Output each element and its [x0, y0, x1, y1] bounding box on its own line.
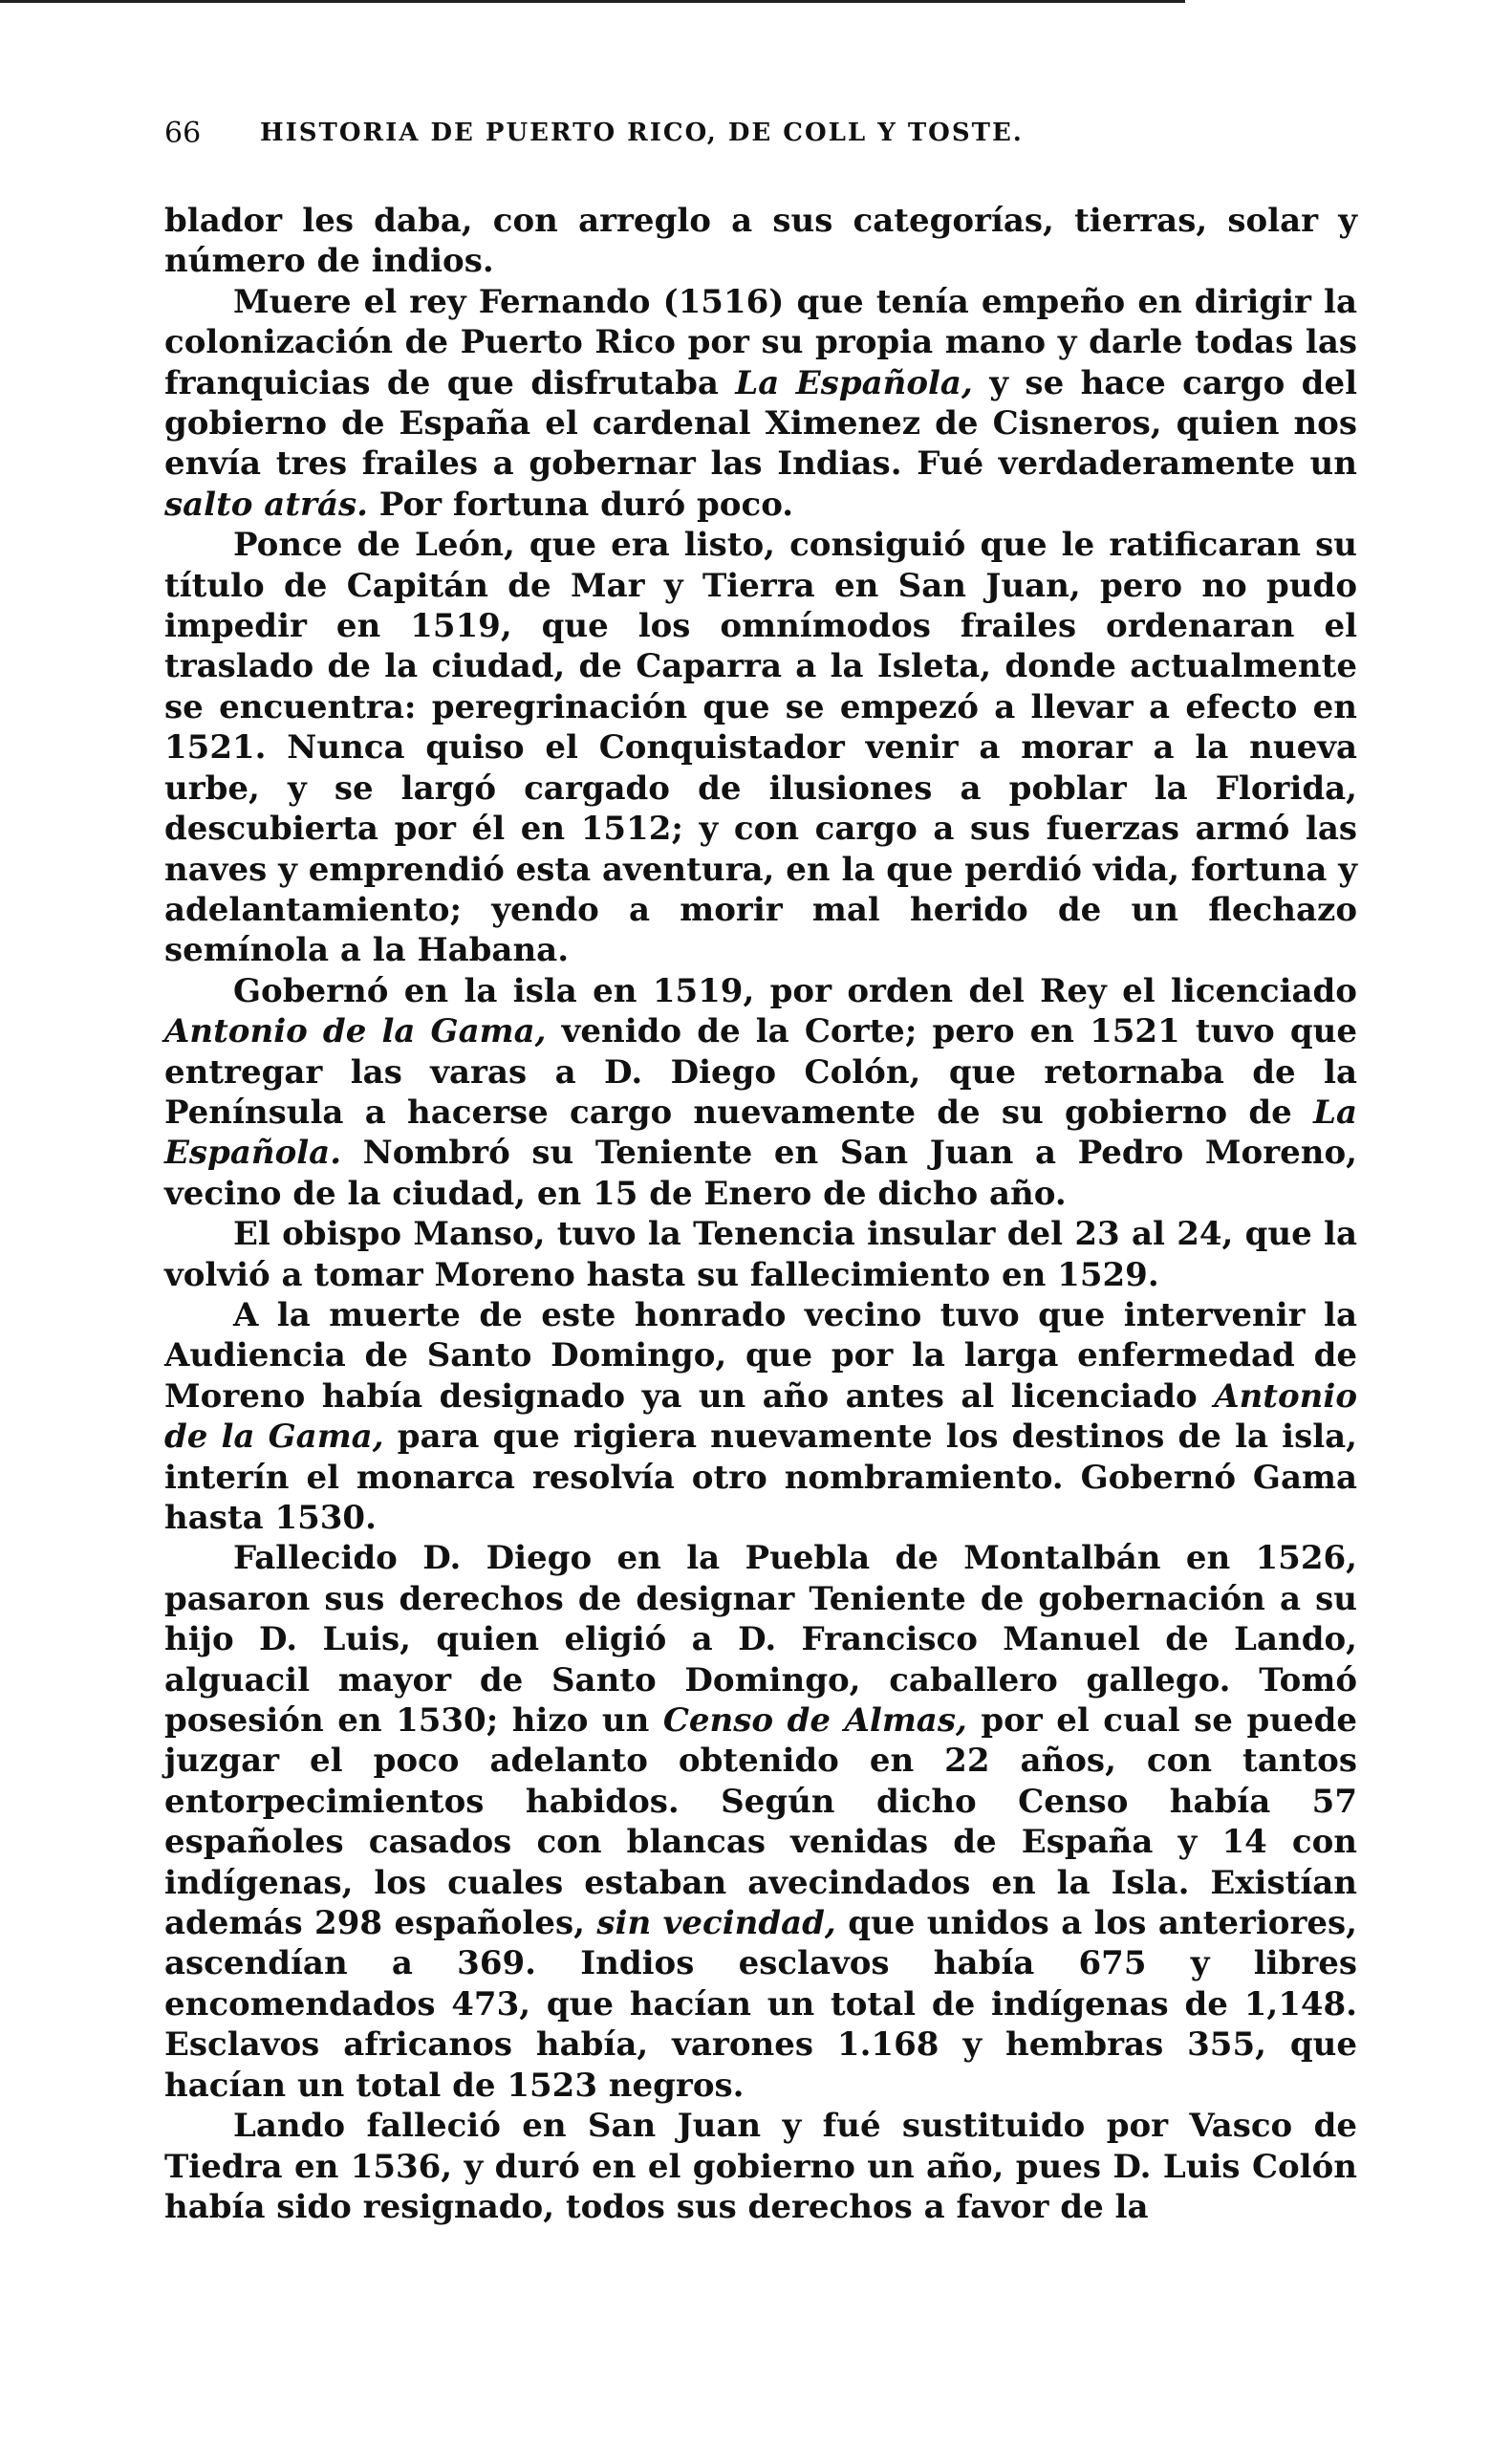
italic-run: salto atrás.: [164, 485, 368, 524]
top-rule: [0, 0, 1185, 3]
text-run: El obispo Manso, tuvo la Tenencia insular del 23 al 24, que la volvió a tomar Moreno hasta su fallecimiento en 1529.: [164, 1215, 1357, 1294]
text-run: Ponce de León, que era listo, consiguió que le ratificaran su título de Capitán de Mar y Tierra en San Juan, pero no pudo impedir en 1519, que los omnímodos frailes ordenaran el traslado de la ciudad, de Caparra a la Isleta, donde actualmente se encuentra: peregrinación que se empezó a llevar a efecto en 1521. Nunca quiso el Conquistador venir a morar a la nueva urbe, y se largó cargado de ilusiones a poblar la Florida, descubierta por él en 1512; y con cargo a sus fuerzas armó las naves y emprendió esta aventura, en la que perdió vida, fortuna y adelantamiento; yendo a morir mal herido de un flechazo semínola a la Habana.: [164, 526, 1357, 970]
text-run: Muere el rey Fernando (1516) que tenía empeño en dirigir la colonización de Puerto Rico por su propia mano y darle todas las franquicias de que disfrutaba: [164, 282, 1357, 402]
paragraph: [164, 525, 1357, 970]
paragraph: [164, 2106, 1357, 2227]
body-text: [164, 201, 1357, 2227]
page-header: [164, 107, 1357, 164]
italic-run: Censo de Almas,: [662, 1701, 967, 1741]
text-run: y se hace cargo del gobierno de España el cardenal Ximenez de Cisneros, quien nos envía tres frailes a gobernar las Indias. Fué verdaderamente un: [164, 363, 1358, 484]
text-run: Gobernó en la isla en 1519, por orden del Rey el licenciado: [233, 971, 1357, 1010]
paragraph: [164, 282, 1357, 525]
italic-run: Antonio de la Gama,: [164, 1376, 1357, 1457]
italic-run: sin vecindad,: [596, 1904, 836, 1943]
paragraph: [164, 1295, 1357, 1538]
italic-run: La Española.: [164, 1093, 1357, 1173]
text-run: Fallecido D. Diego en la Puebla de Montalbán en 1526, pasaron sus derechos de designar Teniente de gobernación a su hijo D. Luis, quien eligió a D. Francisco Manuel de Lando, alguacil mayor de Santo Domingo, caballero gallego. Tomó posesión en 1530; hizo un: [164, 1539, 1357, 1741]
paragraph: [164, 971, 1357, 1214]
text-run: por el cual se puede juzgar el poco adelanto obtenido en 22 años, con tantos entorpecimientos habidos. Según dicho Censo había 57 españoles casados con blancas venidas de España y 14 con indígenas, los cuales estaban avecindados en la Isla. Existían además 298 españoles,: [164, 1701, 1357, 1943]
book-page: [164, 107, 1357, 2227]
italic-run: La Española,: [735, 363, 973, 402]
text-run: Nombró su Teniente en San Juan a Pedro Moreno, vecino de la ciudad, en 15 de Enero de dicho año.: [164, 1134, 1357, 1213]
text-run: venido de la Corte; pero en 1521 tuvo que entregar las varas a D. Diego Colón, que retornaba de la Península a hacerse cargo nuevamente de su gobierno de: [164, 1012, 1357, 1132]
page-number: 66: [164, 117, 202, 150]
italic-run: Antonio de la Gama,: [164, 1012, 547, 1051]
text-run: blador les daba, con arreglo a sus categorías, tierras, solar y número de indios.: [164, 202, 1357, 281]
running-title: HISTORIA DE PUERTO RICO, DE COLL Y TOSTE.: [260, 119, 1024, 147]
text-run: Por fortuna duró poco.: [367, 485, 794, 524]
text-run: que unidos a los anteriores, ascendían a 369. Indios esclavos había 675 y libres encomendados 473, que hacían un total de indígenas de 1,148. Esclavos africanos había, varones 1.168 y hembras 355, que hacían un total de 1523 negros.: [164, 1904, 1357, 2105]
text-run: Lando falleció en San Juan y fué sustituido por Vasco de Tiedra en 1536, y duró en el gobierno un año, pues D. Luis Colón había sido resignado, todos sus derechos a favor de la: [164, 2107, 1357, 2226]
paragraph: [164, 1538, 1357, 2106]
text-run: para que rigiera nuevamente los destinos de la isla, interín el monarca resolvía otro nombramiento. Gobernó Gama hasta 1530.: [164, 1418, 1358, 1537]
paragraph: [164, 1214, 1357, 1295]
paragraph-continuation: [164, 201, 1357, 282]
text-run: A la muerte de este honrado vecino tuvo que intervenir la Audiencia de Santo Domingo, que por la larga enfermedad de Moreno había designado ya un año antes al licenciado: [164, 1295, 1357, 1416]
